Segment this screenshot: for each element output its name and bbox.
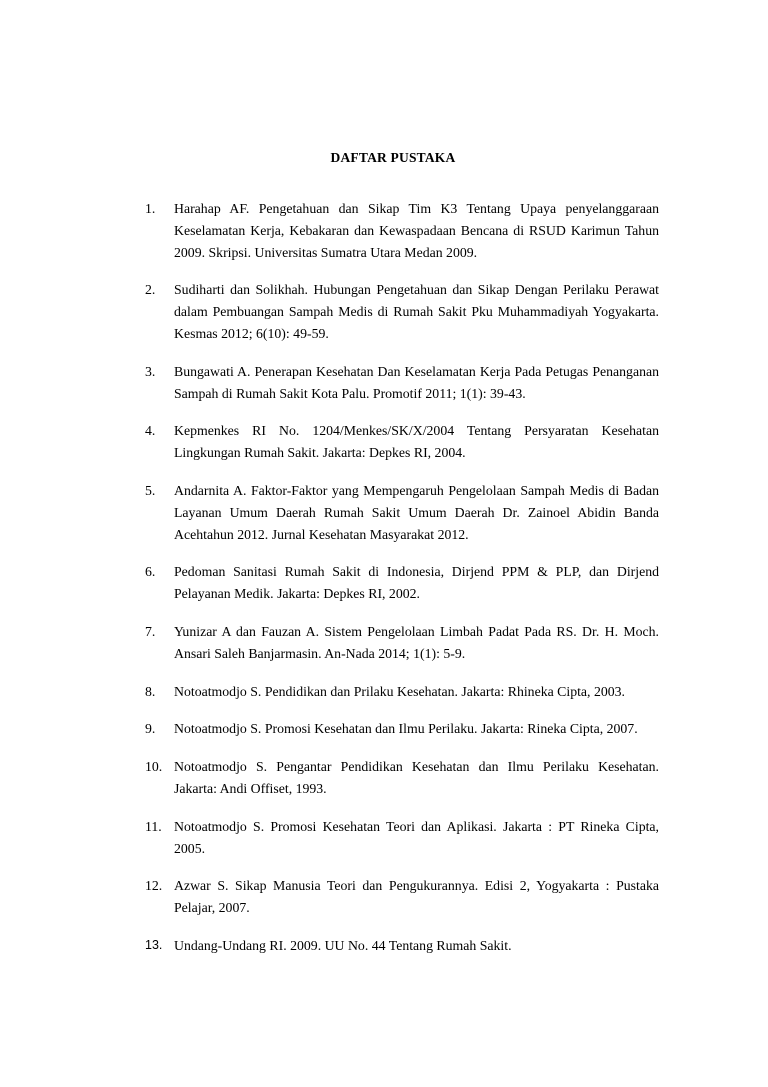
page-title: DAFTAR PUSTAKA [330, 150, 456, 165]
reference-text: Andarnita A. Faktor-Faktor yang Mempengaruh Pengelolaan Sampah Medis di Badan Layanan Umum Daerah Rumah Sakit Umum Daerah Dr. Zainoel Abidin Banda Acehtahun 2012. Jurnal Kesehatan Masyarakat 2012. [174, 482, 659, 542]
reference-item [145, 935, 659, 957]
reference-list [145, 198, 659, 973]
reference-number: 2. [145, 282, 156, 298]
reference-text: Notoatmodjo S. Pengantar Pendidikan Kesehatan dan Ilmu Perilaku Kesehatan. Jakarta: Andi Offiset, 1993. [174, 759, 659, 796]
reference-item [145, 816, 659, 860]
reference-text: Undang-Undang RI. 2009. UU No. 44 Tentang Rumah Sakit. [174, 937, 512, 953]
reference-number: 9. [145, 721, 156, 737]
reference-item [145, 681, 659, 703]
reference-text: Harahap AF. Pengetahuan dan Sikap Tim K3 Tentang Upaya penyelanggaraan Keselamatan Kerja, Kebakaran dan Kewaspadaan Bencana di RSUD Karimun Tahun 2009. Skripsi. Universitas Sumatra Utara Medan 2009. [174, 201, 659, 260]
reference-text: Bungawati A. Penerapan Kesehatan Dan Keselamatan Kerja Pada Petugas Penanganan Sampah di Rumah Sakit Kota Palu. Promotif 2011; 1(1): 39-43. [174, 363, 659, 401]
reference-item [145, 279, 659, 344]
reference-number: 6. [145, 564, 156, 580]
reference-number: 7. [145, 623, 156, 639]
reference-item [145, 361, 659, 405]
reference-number: 3. [145, 363, 156, 379]
reference-item [145, 756, 659, 800]
reference-number: 1. [145, 201, 156, 216]
reference-text: Notoatmodjo S. Pendidikan dan Prilaku Kesehatan. Jakarta: Rhineka Cipta, 2003. [174, 683, 625, 699]
reference-item [145, 718, 659, 740]
reference-item [145, 480, 659, 545]
reference-item [145, 621, 659, 665]
reference-number: 13. [145, 937, 163, 952]
reference-text: Notoatmodjo S. Promosi Kesehatan dan Ilmu Perilaku. Jakarta: Rineka Cipta, 2007. [174, 721, 638, 737]
reference-number: 4. [145, 423, 156, 439]
reference-item [145, 561, 659, 605]
reference-text: Sudiharti dan Solikhah. Hubungan Pengetahuan dan Sikap Dengan Perilaku Perawat dalam Pembuangan Sampah Medis di Rumah Sakit Pku Muhammadiyah Yogyakarta. Kesmas 2012; 6(10): 49-59. [174, 282, 659, 341]
reference-text: Yunizar A dan Fauzan A. Sistem Pengelolaan Limbah Padat Pada RS. Dr. H. Moch. Ansari Saleh Banjarmasin. An-Nada 2014; 1(1): 5-9. [174, 623, 659, 661]
reference-number: 10. [145, 759, 163, 775]
reference-text: Notoatmodjo S. Promosi Kesehatan Teori dan Aplikasi. Jakarta : PT Rineka Cipta, 2005. [174, 818, 659, 856]
reference-text: Kepmenkes RI No. 1204/Menkes/SK/X/2004 Tentang Persyaratan Kesehatan Lingkungan Rumah Sakit. Jakarta: Depkes RI, 2004. [174, 423, 659, 461]
reference-number: 5. [145, 482, 156, 498]
reference-text: Pedoman Sanitasi Rumah Sakit di Indonesia, Dirjend PPM & PLP, dan Dirjend Pelayanan Medik. Jakarta: Depkes RI, 2002. [174, 564, 659, 602]
reference-item [145, 420, 659, 464]
reference-number: 12. [145, 878, 163, 894]
reference-text: Azwar S. Sikap Manusia Teori dan Pengukurannya. Edisi 2, Yogyakarta : Pustaka Pelajar, 2007. [174, 878, 659, 916]
reference-item [145, 875, 659, 919]
reference-number: 11. [145, 818, 162, 834]
reference-item [145, 198, 659, 263]
reference-number: 8. [145, 683, 156, 699]
